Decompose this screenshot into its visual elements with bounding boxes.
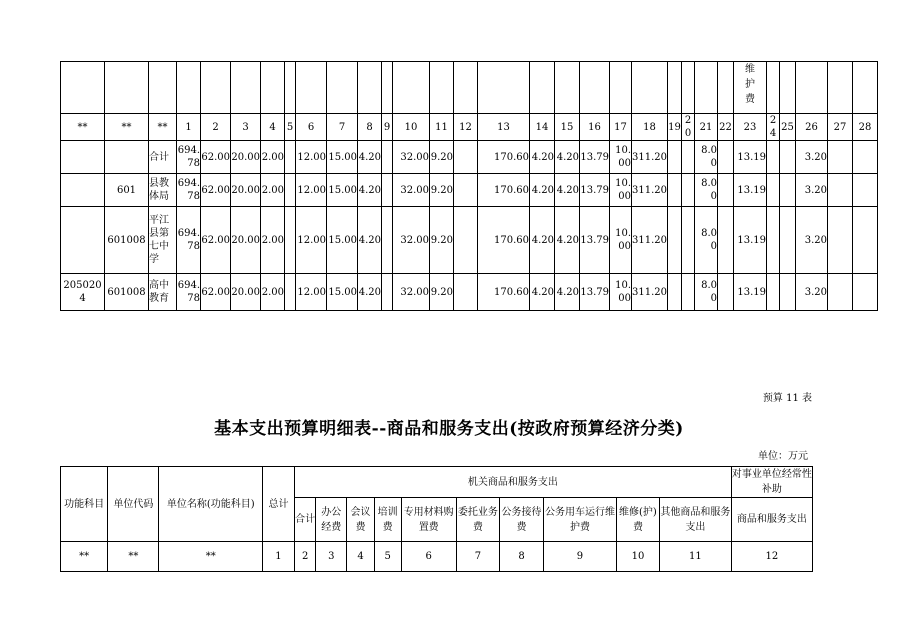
column-index-cell: 2: [201, 114, 231, 141]
code-cell: 601: [105, 174, 149, 207]
amount-cell: [454, 274, 478, 311]
amount-cell: 12.00: [296, 274, 327, 311]
code-cell: 2050204: [61, 274, 105, 311]
amount-cell: [285, 274, 296, 311]
amount-cell: 13.79: [580, 174, 610, 207]
amount-cell: 4.20: [555, 174, 580, 207]
amount-cell: 4.20: [358, 141, 382, 174]
amount-cell: 12.00: [296, 207, 327, 274]
amount-cell: 9.20: [430, 274, 454, 311]
column-index-cell: 1: [263, 542, 295, 572]
subheader-cell: 公务接待费: [499, 498, 543, 542]
amount-cell: 8.00: [695, 207, 718, 274]
amount-cell: 20.00: [231, 274, 261, 311]
header-blank-cell: [478, 62, 530, 114]
table-row: [61, 141, 878, 174]
header-blank-cell: [382, 62, 393, 114]
header-total: 总计: [263, 467, 295, 542]
header-blank-cell: [610, 62, 632, 114]
amount-cell: 4.20: [530, 274, 555, 311]
amount-cell: 3.20: [796, 174, 828, 207]
column-index-cell: 25: [780, 114, 796, 141]
header-blank-cell: [767, 62, 780, 114]
column-index-cell: 28: [853, 114, 878, 141]
amount-cell: 3.20: [796, 141, 828, 174]
amount-cell: [682, 274, 695, 311]
amount-cell: 13.19: [734, 174, 767, 207]
amount-cell: 13.79: [580, 274, 610, 311]
amount-cell: [668, 174, 682, 207]
budget-detail-table-top: [60, 61, 878, 311]
column-index-cell: 9: [544, 542, 617, 572]
amount-cell: 3.20: [796, 274, 828, 311]
amount-cell: 62.00: [201, 207, 231, 274]
amount-cell: 694.78: [177, 274, 201, 311]
column-index-cell: 16: [580, 114, 610, 141]
amount-cell: 2.00: [261, 207, 285, 274]
amount-cell: 13.19: [734, 207, 767, 274]
header-blank-cell: [61, 62, 105, 114]
header-blank-cell: [780, 62, 796, 114]
header-blank-cell: [555, 62, 580, 114]
amount-cell: 9.20: [430, 174, 454, 207]
amount-cell: [382, 274, 393, 311]
amount-cell: 8.00: [695, 141, 718, 174]
column-index-cell: 23: [734, 114, 767, 141]
header-unit-code: 单位代码: [108, 467, 159, 542]
amount-cell: [718, 274, 734, 311]
amount-cell: 3.20: [796, 207, 828, 274]
amount-cell: 8.00: [695, 274, 718, 311]
column-index-cell: 10: [393, 114, 430, 141]
column-index-cell: 6: [296, 114, 327, 141]
column-index-cell: 24: [767, 114, 780, 141]
amount-cell: 311.20: [632, 174, 668, 207]
amount-cell: [780, 141, 796, 174]
amount-cell: 311.20: [632, 207, 668, 274]
amount-cell: [718, 207, 734, 274]
column-index-cell: **: [61, 542, 108, 572]
column-index-cell: 8: [358, 114, 382, 141]
header-group-agency-goods-services: 机关商品和服务支出: [294, 467, 731, 498]
header-blank-cell: [285, 62, 296, 114]
amount-cell: 4.20: [358, 174, 382, 207]
table-number: 预算 11 表: [762, 393, 812, 404]
header-blank-cell: [695, 62, 718, 114]
amount-cell: [718, 141, 734, 174]
amount-cell: 32.00: [393, 207, 430, 274]
header-blank-cell: [668, 62, 682, 114]
subheader-cell: 会议费: [347, 498, 375, 542]
amount-cell: 311.20: [632, 141, 668, 174]
subheader-cell: 合计: [294, 498, 316, 542]
amount-cell: [682, 141, 695, 174]
header-blank-cell: [796, 62, 828, 114]
amount-cell: 170.60: [478, 174, 530, 207]
amount-cell: 32.00: [393, 141, 430, 174]
header-blank-cell: [327, 62, 358, 114]
code-cell: 601008: [105, 274, 149, 311]
header-func-code: 功能科目: [61, 467, 108, 542]
amount-cell: 32.00: [393, 174, 430, 207]
amount-cell: 311.20: [632, 274, 668, 311]
amount-cell: [668, 141, 682, 174]
column-index-cell: 14: [530, 114, 555, 141]
column-index-cell: **: [105, 114, 149, 141]
header-blank-cell: [828, 62, 853, 114]
code-cell: [105, 141, 149, 174]
header-maintenance-fee: 维 护 费: [734, 62, 767, 114]
header-blank-cell: [261, 62, 285, 114]
amount-cell: [382, 207, 393, 274]
amount-cell: [828, 174, 853, 207]
amount-cell: [780, 174, 796, 207]
column-index-cell: 4: [347, 542, 375, 572]
column-index-cell: 26: [796, 114, 828, 141]
amount-cell: [828, 141, 853, 174]
amount-cell: 4.20: [555, 141, 580, 174]
amount-cell: 8.00: [695, 174, 718, 207]
code-cell: 601008: [105, 207, 149, 274]
amount-cell: 4.20: [530, 141, 555, 174]
column-index-cell: 22: [718, 114, 734, 141]
amount-cell: 12.00: [296, 141, 327, 174]
amount-cell: [668, 274, 682, 311]
code-cell: [61, 207, 105, 274]
column-index-cell: 13: [478, 114, 530, 141]
amount-cell: [780, 207, 796, 274]
subheader-cell: 办公经费: [316, 498, 347, 542]
header-blank-cell: [177, 62, 201, 114]
amount-cell: 15.00: [327, 141, 358, 174]
amount-cell: 4.20: [555, 274, 580, 311]
page-title: 基本支出预算明细表--商品和服务支出(按政府预算经济分类): [214, 419, 684, 439]
header-blank-cell: [430, 62, 454, 114]
column-index-cell: 11: [430, 114, 454, 141]
amount-cell: 4.20: [358, 207, 382, 274]
column-index-cell: 15: [555, 114, 580, 141]
subheader-cell: 专用材料购置费: [401, 498, 456, 542]
amount-cell: 694.78: [177, 141, 201, 174]
amount-cell: 2.00: [261, 274, 285, 311]
column-index-cell: 27: [828, 114, 853, 141]
amount-cell: [682, 207, 695, 274]
header-blank-cell: [632, 62, 668, 114]
amount-cell: [668, 207, 682, 274]
column-index-cell: 7: [327, 114, 358, 141]
amount-cell: 2.00: [261, 174, 285, 207]
amount-cell: 15.00: [327, 274, 358, 311]
unit-label: 单位：万元: [758, 451, 808, 462]
header-unit-name: 单位名称(功能科目): [159, 467, 263, 542]
amount-cell: [828, 274, 853, 311]
amount-cell: [767, 274, 780, 311]
amount-cell: 694.78: [177, 207, 201, 274]
subheader-cell: 委托业务费: [456, 498, 499, 542]
column-index-cell: 1: [177, 114, 201, 141]
amount-cell: 10.00: [610, 174, 632, 207]
unit-name-cell: 合计: [149, 141, 177, 174]
unit-name-cell: 平江县第七中学: [149, 207, 177, 274]
amount-cell: [767, 141, 780, 174]
column-index-cell: 8: [499, 542, 543, 572]
column-index-cell: 19: [668, 114, 682, 141]
column-index-cell: 11: [659, 542, 731, 572]
amount-cell: 9.20: [430, 141, 454, 174]
column-index-cell: 6: [401, 542, 456, 572]
amount-cell: 10.00: [610, 274, 632, 311]
column-index-cell: 12: [454, 114, 478, 141]
header-blank-cell: [853, 62, 878, 114]
amount-cell: 13.19: [734, 141, 767, 174]
amount-cell: 4.20: [530, 174, 555, 207]
header-blank-cell: [393, 62, 430, 114]
amount-cell: 12.00: [296, 174, 327, 207]
amount-cell: [285, 174, 296, 207]
amount-cell: 62.00: [201, 174, 231, 207]
column-index-cell: 3: [316, 542, 347, 572]
subheader-cell: 公务用车运行维护费: [544, 498, 617, 542]
header-blank-cell: [580, 62, 610, 114]
budget-detail-table-header: [60, 466, 813, 572]
code-cell: [61, 141, 105, 174]
column-index-cell: 18: [632, 114, 668, 141]
amount-cell: 170.60: [478, 141, 530, 174]
amount-cell: [382, 174, 393, 207]
amount-cell: [454, 141, 478, 174]
amount-cell: 4.20: [358, 274, 382, 311]
amount-cell: [454, 174, 478, 207]
amount-cell: [853, 174, 878, 207]
column-index-cell: 5: [285, 114, 296, 141]
header-blank-cell: [231, 62, 261, 114]
column-index-cell: **: [61, 114, 105, 141]
amount-cell: 20.00: [231, 207, 261, 274]
amount-cell: [828, 207, 853, 274]
amount-cell: [285, 207, 296, 274]
column-index-cell: **: [108, 542, 159, 572]
amount-cell: 4.20: [555, 207, 580, 274]
header-blank-cell: [201, 62, 231, 114]
column-index-cell: 3: [231, 114, 261, 141]
subheader-cell: 培训费: [374, 498, 401, 542]
amount-cell: [285, 141, 296, 174]
amount-cell: 170.60: [478, 207, 530, 274]
subheader-cell: 维修(护)费: [616, 498, 659, 542]
amount-cell: 20.00: [231, 174, 261, 207]
column-index-cell: **: [159, 542, 263, 572]
column-index-cell: 2: [294, 542, 316, 572]
amount-cell: [853, 207, 878, 274]
table-row: [61, 174, 878, 207]
code-cell: [61, 174, 105, 207]
header-blank-cell: [454, 62, 478, 114]
subheader-cell: 商品和服务支出: [731, 498, 812, 542]
column-index-cell: 4: [261, 114, 285, 141]
amount-cell: 62.00: [201, 274, 231, 311]
amount-cell: [767, 207, 780, 274]
column-index-cell: 17: [610, 114, 632, 141]
amount-cell: 15.00: [327, 174, 358, 207]
amount-cell: [780, 274, 796, 311]
amount-cell: [853, 274, 878, 311]
table-row: [61, 274, 878, 311]
amount-cell: 13.79: [580, 207, 610, 274]
unit-name-cell: 县教体局: [149, 174, 177, 207]
amount-cell: 20.00: [231, 141, 261, 174]
subheader-cell: 其他商品和服务支出: [659, 498, 731, 542]
header-blank-cell: [358, 62, 382, 114]
column-index-cell: 21: [695, 114, 718, 141]
header-blank-cell: [530, 62, 555, 114]
unit-name-cell: 高中教育: [149, 274, 177, 311]
amount-cell: 62.00: [201, 141, 231, 174]
column-index-cell: 9: [382, 114, 393, 141]
amount-cell: [454, 207, 478, 274]
amount-cell: 2.00: [261, 141, 285, 174]
amount-cell: 15.00: [327, 207, 358, 274]
column-index-cell: 5: [374, 542, 401, 572]
header-blank-cell: [149, 62, 177, 114]
amount-cell: [767, 174, 780, 207]
column-index-cell: 7: [456, 542, 499, 572]
amount-cell: 694.78: [177, 174, 201, 207]
amount-cell: [853, 141, 878, 174]
column-index-cell: 20: [682, 114, 695, 141]
header-blank-cell: [718, 62, 734, 114]
amount-cell: 10.00: [610, 141, 632, 174]
amount-cell: 32.00: [393, 274, 430, 311]
amount-cell: [682, 174, 695, 207]
header-blank-cell: [105, 62, 149, 114]
header-group-institution-subsidy: 对事业单位经常性补助: [731, 467, 812, 498]
column-index-cell: **: [149, 114, 177, 141]
amount-cell: 10.00: [610, 207, 632, 274]
amount-cell: 9.20: [430, 207, 454, 274]
header-blank-cell: [296, 62, 327, 114]
column-index-cell: 12: [731, 542, 812, 572]
amount-cell: [382, 141, 393, 174]
amount-cell: [718, 174, 734, 207]
amount-cell: 13.79: [580, 141, 610, 174]
table-row: [61, 207, 878, 274]
column-index-cell: 10: [616, 542, 659, 572]
amount-cell: 170.60: [478, 274, 530, 311]
amount-cell: 4.20: [530, 207, 555, 274]
header-blank-cell: [682, 62, 695, 114]
amount-cell: 13.19: [734, 274, 767, 311]
